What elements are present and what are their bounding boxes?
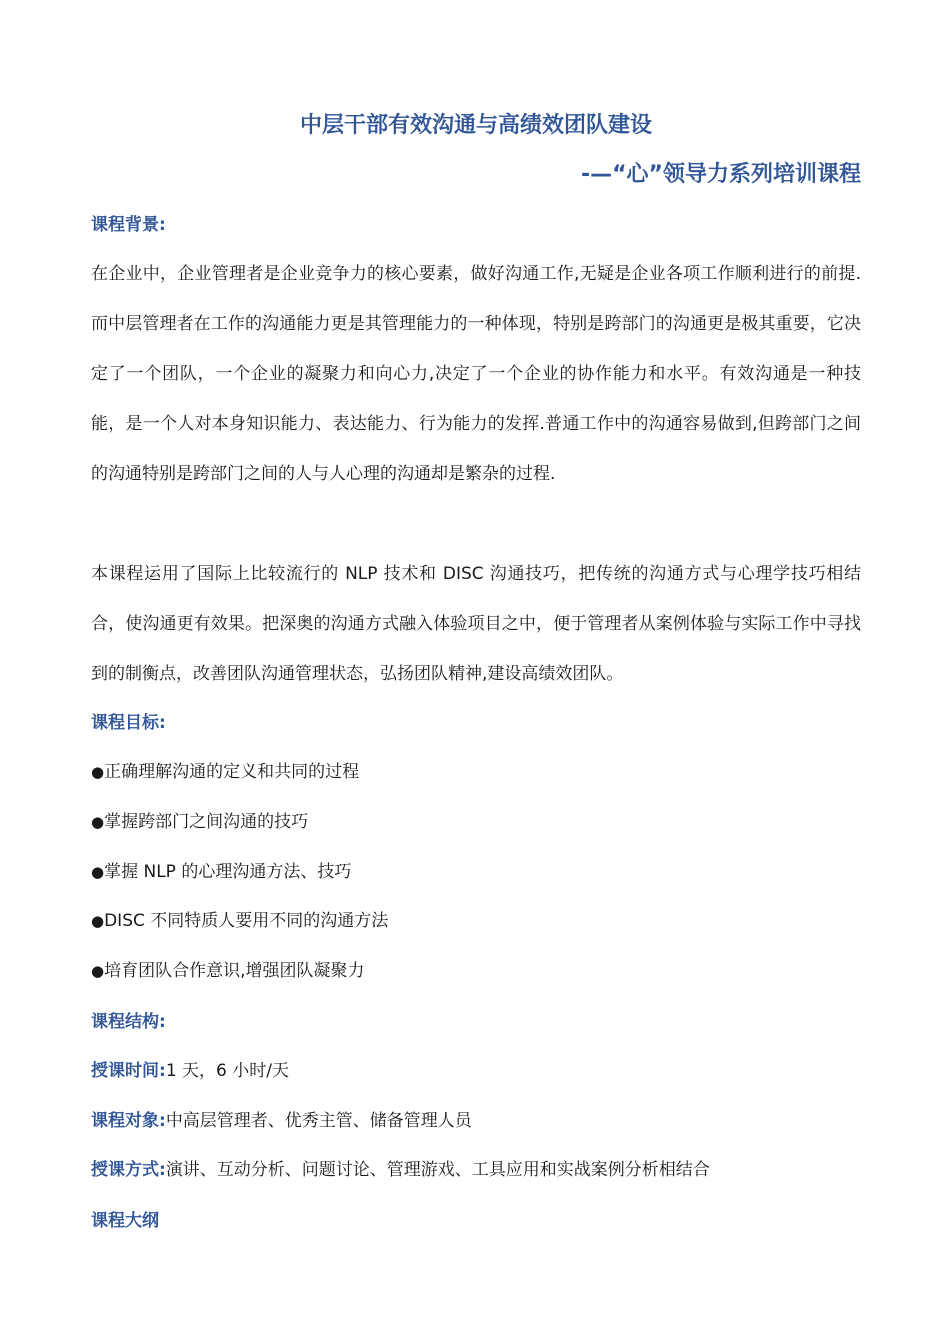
goal-item bbox=[91, 958, 365, 984]
goal-item bbox=[91, 759, 359, 785]
goal-item-text: DISC 不同特质人要用不同的沟通方法 bbox=[104, 911, 389, 931]
document-subtitle: -—“心”领导力系列培训课程 bbox=[580, 162, 861, 187]
course-method-label: 授课方式: bbox=[91, 1160, 166, 1180]
background-paragraph-1: 在企业中，企业管理者是企业竞争力的核心要素，做好沟通工作,无疑是企业各项工作顺利进行的前提.而中层管理者在工作的沟通能力更是其管理能力的一种体现，特别是跨部门的沟通更是极其重要，它决定了一个团队，一个企业的凝聚力和向心力,决定了一个企业的协作能力和水平。有效沟通是一种技能，是一个人对本身知识能力、表达能力、行为能力的发挥.普通工作中的沟通容易做到,但跨部门之间的沟通特别是跨部门之间的人与人心理的沟通却是繁杂的过程. bbox=[91, 264, 861, 484]
background-heading: 课程背景: bbox=[91, 215, 166, 235]
goal-item-text: 掌握跨部门之间沟通的技巧 bbox=[104, 812, 309, 832]
course-time bbox=[91, 1058, 289, 1084]
document-title: 中层干部有效沟通与高绩效团队建设 bbox=[299, 113, 652, 138]
outline-heading: 课程大纲 bbox=[91, 1211, 159, 1231]
course-time-label: 授课时间: bbox=[91, 1061, 166, 1081]
goal-item-text: 掌握 NLP 的心理沟通方法、技巧 bbox=[104, 862, 352, 882]
bullet-dot-icon: ● bbox=[91, 962, 105, 980]
course-time-value: 1 天，6 小时/天 bbox=[165, 1061, 289, 1081]
goal-item-text: 培育团队合作意识,增强团队凝聚力 bbox=[104, 961, 365, 981]
goal-item bbox=[91, 809, 308, 835]
course-audience-value: 中高层管理者、优秀主管、储备管理人员 bbox=[165, 1111, 472, 1131]
goal-item-text: 正确理解沟通的定义和共同的过程 bbox=[104, 762, 360, 782]
background-paragraph-2: 本课程运用了国际上比较流行的 NLP 技术和 DISC 沟通技巧，把传统的沟通方式与心理学技巧相结合，使沟通更有效果。把深奥的沟通方式融入体验项目之中，便于管理者从案例体验与实际工作中寻找到的制衡点，改善团队沟通管理状态，弘扬团队精神,建设高绩效团队。 bbox=[91, 564, 861, 684]
goal-item bbox=[91, 908, 388, 934]
goal-item bbox=[91, 859, 351, 885]
course-audience bbox=[91, 1108, 472, 1134]
bullet-dot-icon: ● bbox=[91, 813, 105, 831]
course-method-value: 演讲、互动分析、问题讨论、管理游戏、工具应用和实战案例分析相结合 bbox=[165, 1160, 710, 1180]
goals-heading: 课程目标: bbox=[91, 713, 166, 733]
structure-heading: 课程结构: bbox=[91, 1012, 166, 1032]
course-method bbox=[91, 1157, 710, 1183]
bullet-dot-icon: ● bbox=[91, 863, 105, 881]
bullet-dot-icon: ● bbox=[91, 912, 105, 930]
bullet-dot-icon: ● bbox=[91, 763, 105, 781]
course-audience-label: 课程对象: bbox=[91, 1111, 166, 1131]
